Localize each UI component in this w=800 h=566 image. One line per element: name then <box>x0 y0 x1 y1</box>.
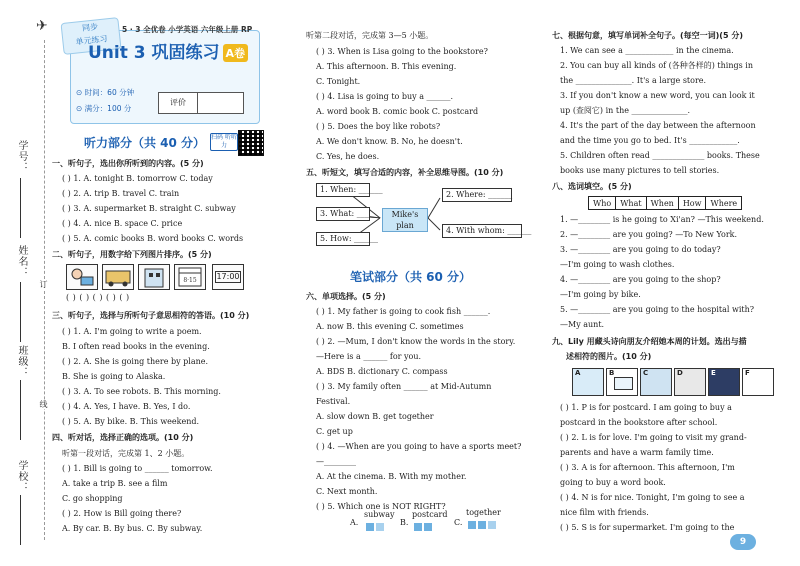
mid-items <box>316 44 488 164</box>
s8-title: 八、选词填空。(5 分) <box>552 182 632 191</box>
picture-e <box>708 368 740 396</box>
unit-title-text: Unit 3 巩固练习 <box>88 43 220 63</box>
s1-item[interactable]: ( ) 5. A. comic books B. word books C. words <box>62 234 244 243</box>
s1-item[interactable]: ( ) 2. A. trip B. travel C. train <box>62 189 180 198</box>
mindmap-how[interactable]: 5. How: ______ <box>316 232 370 246</box>
s3-items <box>62 324 221 429</box>
s8-item[interactable]: 1. —________ is he going to Xi'an? —This weekend. <box>560 215 764 224</box>
school-label: 学校： <box>16 460 27 493</box>
name-label: 姓名： <box>16 245 27 278</box>
s3-item: B. I often read books in the evening. <box>62 342 210 351</box>
stamp-line-2: 单元练习 <box>75 34 108 47</box>
s3-item: B. She is going to Alaska. <box>62 372 166 381</box>
s4-item: A. By car. B. By bus. C. By subway. <box>62 524 203 533</box>
picture-f-label: F <box>745 369 750 377</box>
s9-item[interactable]: ( ) 5. S is for supermarket. I'm going to the <box>560 523 735 532</box>
series-label: 5 · 3 全优卷 小学英语 六年级上册 RP <box>122 25 253 34</box>
s9-item[interactable]: ( ) 1. P is for postcard. I am going to buy a <box>560 403 732 412</box>
mindmap-center: Mike's plan <box>382 208 428 232</box>
s8-item: —I'm going to wash clothes. <box>560 260 675 269</box>
s9-item[interactable]: ( ) 2. L is for love. I'm going to visit my grand- <box>560 433 747 442</box>
s9-title-2: 述相符的图片。(10 分) <box>566 352 652 361</box>
s3-item[interactable]: ( ) 5. A. By bike. B. This weekend. <box>62 417 200 426</box>
score-text: 满分：100 分 <box>84 104 132 113</box>
s4-item[interactable]: ( ) 1. Bill is going to ______ tomorrow. <box>62 464 213 473</box>
qr-hint: 扫码 听听力 <box>211 134 237 149</box>
picture-e-label: E <box>711 369 716 377</box>
s9-items <box>560 400 747 535</box>
listening-title: 听力部分（共 40 分） <box>84 136 206 150</box>
level-badge: A卷 <box>223 44 249 62</box>
s7-item[interactable]: 5. Children often read _____________ books. These <box>560 151 760 160</box>
s1-items <box>62 171 243 246</box>
s3-item[interactable]: ( ) 1. A. I'm going to write a poem. <box>62 327 202 336</box>
mindmap-what[interactable]: 3. What: ______ <box>316 207 370 221</box>
s1-item[interactable]: ( ) 3. A. supermarket B. straight C. subway <box>62 204 236 213</box>
mid-item: A. This afternoon. B. This evening. <box>316 62 457 71</box>
s6-q5-options <box>350 508 530 532</box>
s6-item[interactable]: ( ) 2. —Mum, I don't know the words in the story. <box>316 337 516 346</box>
s7-item: 2. You can buy all kinds of (各种各样的) things in <box>560 61 753 70</box>
option-a-boxes-icon <box>364 522 384 531</box>
binding-line <box>44 40 45 540</box>
s6-item: A. BDS B. dictionary C. compass <box>316 367 448 376</box>
ding-mark: 订 <box>39 280 48 289</box>
svg-text:8·15: 8·15 <box>183 277 197 284</box>
s9-pictures <box>572 364 772 398</box>
s7-title: 七、根据句意，填写单词补全句子。(每空一词)(5 分) <box>552 31 743 40</box>
s6-item: C. Next month. <box>316 487 378 496</box>
grade-label: 评价 <box>159 93 198 113</box>
time-label: ⊙ 时间：60 分钟 <box>76 88 135 97</box>
word-bank-item: What <box>616 197 646 210</box>
s9-item: going to buy a word book. <box>560 478 666 487</box>
picture-c <box>640 368 672 396</box>
option-b-label[interactable]: B. <box>400 518 409 527</box>
s6-title: 六、单项选择。(5 分) <box>306 292 386 301</box>
xian-mark: 线 <box>39 400 48 409</box>
s1-item[interactable]: ( ) 4. A. nice B. space C. price <box>62 219 183 228</box>
mid-item: A. We don't know. B. No, he doesn't. <box>316 137 463 146</box>
picture-reading <box>66 264 98 290</box>
picture-b-label: B <box>609 369 615 377</box>
s5-title: 五、听短文，填写合适的内容，补全思维导图。(10 分) <box>306 168 504 177</box>
class-label: 班级： <box>16 345 27 378</box>
s8-item: —My aunt. <box>560 320 605 329</box>
option-a-word: subway <box>364 510 395 519</box>
name-line <box>20 282 21 342</box>
s7-item[interactable]: 1. We can see a ____________ in the cinema. <box>560 46 734 55</box>
picture-c-label: C <box>643 369 649 377</box>
picture-b <box>606 368 638 396</box>
s6-items <box>316 304 521 514</box>
word-bank-item: How <box>678 197 706 210</box>
s7-item[interactable]: the ______________. It's a large store. <box>560 76 707 85</box>
option-c-boxes-icon <box>466 520 496 529</box>
option-b-word: postcard <box>412 510 448 519</box>
s7-item: 4. It's the part of the day between the afternoon <box>560 121 756 130</box>
s7-item: 3. If you don't know a new word, you can look it <box>560 91 755 100</box>
picture-f <box>742 368 774 396</box>
word-bank <box>588 196 742 210</box>
mid-item: A. word book B. comic book C. postcard <box>316 107 479 116</box>
mid-item[interactable]: ( ) 3. When is Lisa going to the bookstore? <box>316 47 488 56</box>
s6-item: —Here is a ______ for you. <box>316 352 422 361</box>
s8-item: —I'm going by bike. <box>560 290 641 299</box>
picture-a <box>572 368 604 396</box>
mindmap-with[interactable]: 4. With whom: ______ <box>442 224 522 238</box>
s6-item[interactable]: ( ) 1. My father is going to cook fish ______. <box>316 307 491 316</box>
word-bank-item: Where <box>706 197 742 210</box>
s8-item[interactable]: 4. —________ are you going to the shop? <box>560 275 721 284</box>
s2-title: 二、听句子，用数字给下列图片排序。(5 分) <box>52 250 212 259</box>
written-title: 笔试部分（共 60 分） <box>350 270 472 284</box>
school-line <box>20 495 21 545</box>
s7-item[interactable]: up (查阅它) in the ______________. <box>560 106 691 115</box>
s1-item[interactable]: ( ) 1. A. tonight B. tomorrow C. today <box>62 174 213 183</box>
rocket-icon: ✈ <box>36 18 48 34</box>
option-c-label[interactable]: C. <box>454 518 463 527</box>
s6-item: A. At the cinema. B. With my mother. <box>316 472 467 481</box>
stamp-line-1: 同步 <box>81 22 99 33</box>
s4-intro: 听第一段对话，完成第 1、2 小题。 <box>62 449 190 458</box>
mid-item[interactable]: ( ) 4. Lisa is going to buy a ______. <box>316 92 454 101</box>
s9-title-1: 九、Lily 用藏头诗向朋友介绍她本周的计划。选出与描 <box>552 337 747 346</box>
mid-item: C. Yes, he does. <box>316 152 380 161</box>
picture-clock <box>212 264 244 290</box>
s4-title: 四、听对话，选择正确的选项。(10 分) <box>52 433 194 442</box>
clock-time: 17:00 <box>216 272 240 281</box>
s3-item[interactable]: ( ) 3. A. To see robots. B. This morning. <box>62 387 221 396</box>
grade-box <box>158 92 244 114</box>
s6-item: A. now B. this evening C. sometimes <box>316 322 464 331</box>
picture-d-label: D <box>677 369 683 377</box>
mid-item[interactable]: ( ) 5. Does the boy like robots? <box>316 122 441 131</box>
option-a-label[interactable]: A. <box>350 518 359 527</box>
student-no-label: 学号： <box>16 140 27 173</box>
word-bank-item: Who <box>589 197 616 210</box>
s6-item[interactable]: ( ) 5. Which one is NOT RIGHT? <box>316 502 446 511</box>
page-number: 9 <box>730 534 756 550</box>
s9-item: postcard in the bookstore after school. <box>560 418 718 427</box>
class-line <box>20 380 21 440</box>
option-c-word: together <box>466 508 501 517</box>
time-text: 时间：60 分钟 <box>84 88 135 97</box>
s9-item: parents and have a warm family time. <box>560 448 714 457</box>
s1-title: 一、听句子，选出你所听到的内容。(5 分) <box>52 159 204 168</box>
s3-item[interactable]: ( ) 4. A. Yes, I have. B. Yes, I do. <box>62 402 191 411</box>
qr-code-icon[interactable] <box>238 130 264 156</box>
s8-items <box>560 212 764 332</box>
s7-item[interactable]: and the time you go to bed. It's ____________. <box>560 136 740 145</box>
score-label: ⊙ 满分：100 分 <box>76 104 132 113</box>
s8-item[interactable]: 2. —________ are you going? —To New York. <box>560 230 738 239</box>
postcard-icon <box>614 377 633 390</box>
word-bank-item: When <box>646 197 678 210</box>
picture-a-label: A <box>575 369 581 377</box>
s7-item: books use many pictures to tell stories. <box>560 166 720 175</box>
picture-d <box>674 368 706 396</box>
s6-item: —________ <box>316 457 356 466</box>
mindmap-when[interactable]: 1. When: ______ <box>316 183 370 197</box>
s2-brackets[interactable]: ( ) ( ) ( ) ( ) ( ) <box>66 293 130 302</box>
s6-item[interactable]: ( ) 4. —When are you going to have a sports meet? <box>316 442 522 451</box>
s4-item[interactable]: ( ) 2. How is Bill going there? <box>62 509 182 518</box>
student-no-line <box>20 178 21 238</box>
s7-items <box>560 43 760 178</box>
s6-item[interactable]: ( ) 3. My family often ______ at Mid-Autumn <box>316 382 492 391</box>
picture-bus <box>102 264 134 290</box>
s3-title: 三、听句子，选择与所听句子意思相符的答语。(10 分) <box>52 311 250 320</box>
s8-item[interactable]: 3. —________ are you going to do today? <box>560 245 721 254</box>
s3-item[interactable]: ( ) 2. A. She is going there by plane. <box>62 357 209 366</box>
s9-item[interactable]: ( ) 4. N is for nice. Tonight, I'm going to see a <box>560 493 745 502</box>
mindmap-where[interactable]: 2. Where: ______ <box>442 188 512 202</box>
option-b-boxes-icon <box>412 522 432 531</box>
s6-item: C. get up <box>316 427 353 436</box>
s8-item[interactable]: 5. —________ are you going to the hospital with? <box>560 305 755 314</box>
mid-item: C. Tonight. <box>316 77 361 86</box>
s6-item: Festival. <box>316 397 351 406</box>
s4-items <box>62 461 213 536</box>
picture-calendar <box>174 264 206 290</box>
picture-building <box>138 264 170 290</box>
s9-item[interactable]: ( ) 3. A is for afternoon. This afternoon, I'm <box>560 463 735 472</box>
s9-item: nice film with friends. <box>560 508 649 517</box>
s4-item: C. go shopping <box>62 494 123 503</box>
mid-intro: 听第二段对话，完成第 3—5 小题。 <box>306 31 434 40</box>
unit-title <box>88 38 248 63</box>
s4-item: A. take a trip B. see a film <box>62 479 168 488</box>
s6-item: A. slow down B. get together <box>316 412 434 421</box>
